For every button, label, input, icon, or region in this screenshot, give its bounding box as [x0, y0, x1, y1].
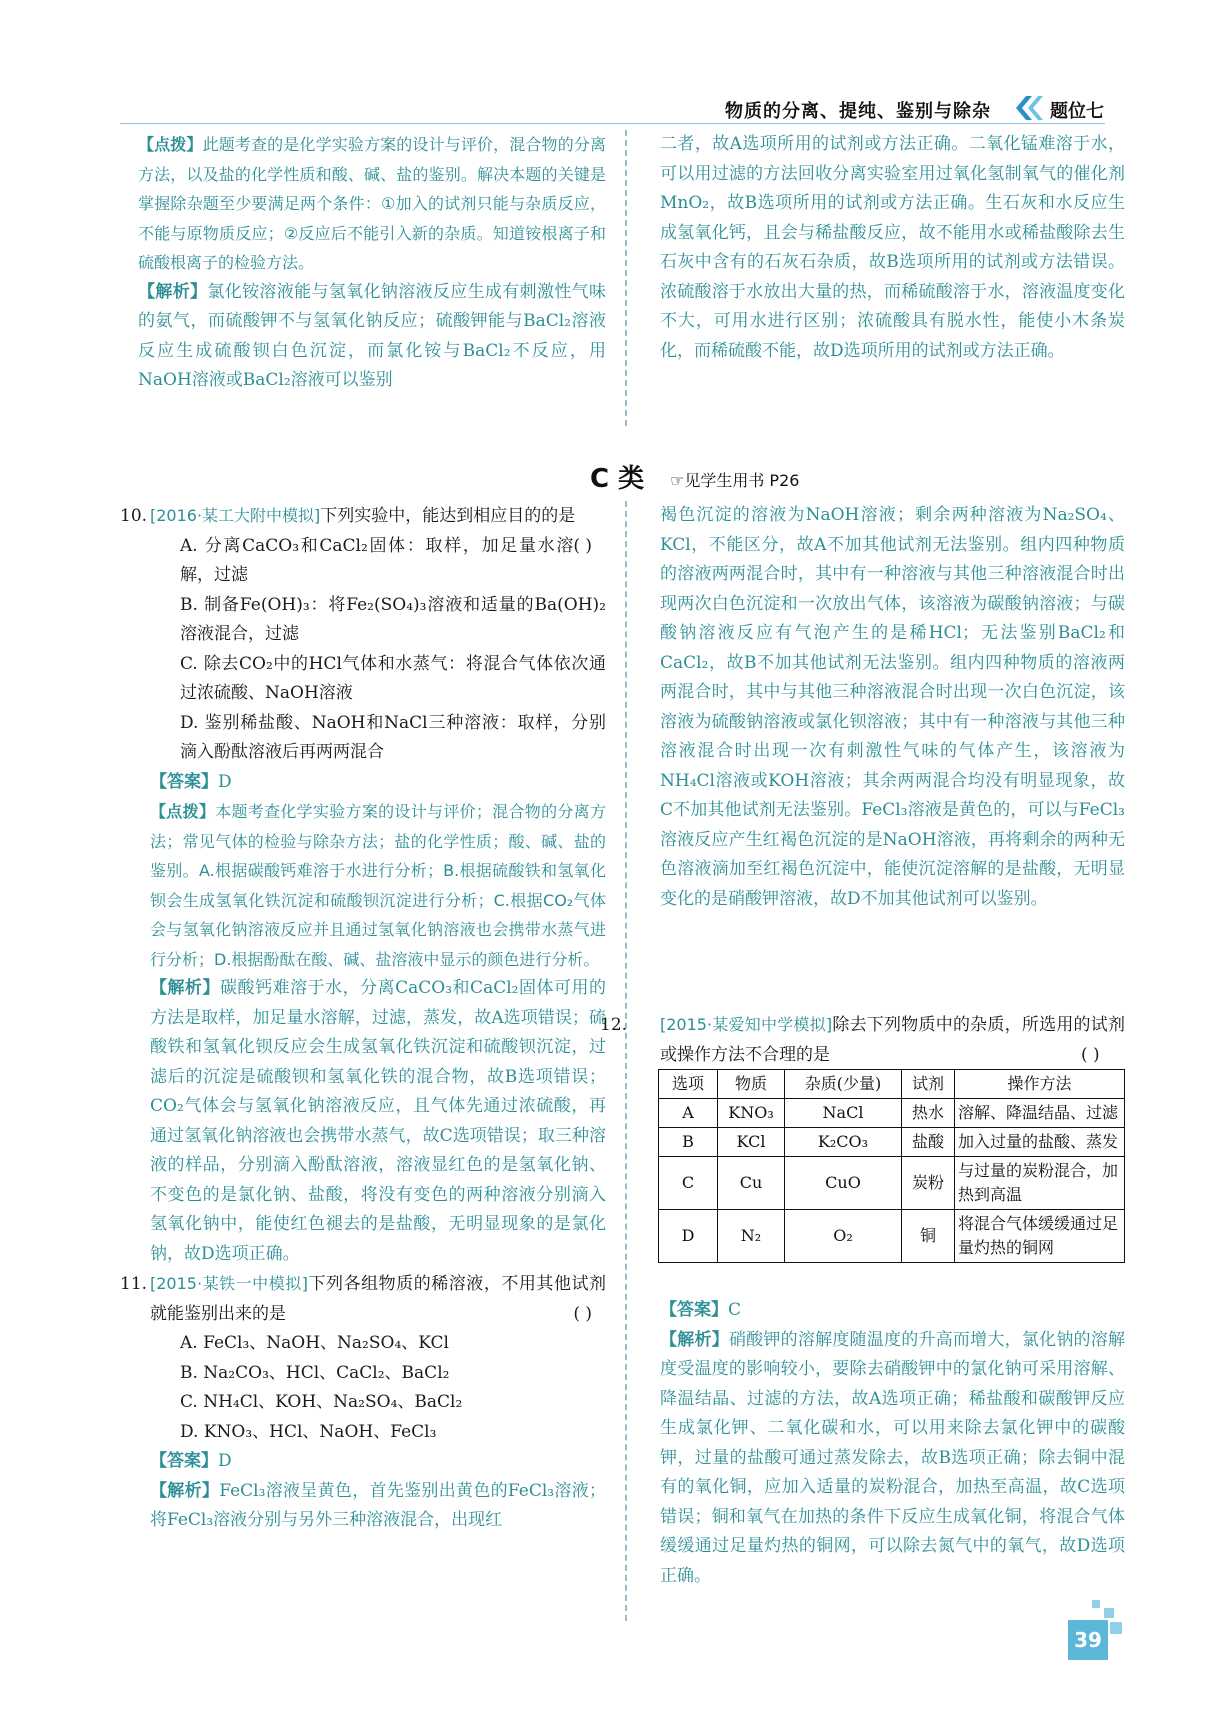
- q10-analysis: 【解析】碳酸钙难溶于水，分离CaCO₃和CaCl₂固体可用的方法是取样，加足量水溶解，过滤，蒸发，故A选项错误；硫酸铁和氢氧化钡反应会生成氢氧化铁沉淀和硫酸钡沉淀，过滤后的沉淀是硫酸钡和氢氧化铁的混合物，故B选项错误；CO₂气体会与氢氧化钠溶液反应，且气体先通过浓硫酸，再通过氢氧化钠溶液也会携带水蒸气，故C选项错误；取三种溶液的样品，分别滴入酚酞溶液，溶液显红色的是氢氧化钠、不变色的是氯化钠、盐酸，将没有变色的两种溶液分别滴入氢氧化钠中，能使红色褪去的是盐酸，无明显现象的是氯化钠，故D选项正确。: [150, 978, 607, 1264]
- chevron-logo-icon: [1012, 94, 1044, 122]
- q10-option-d: D. 鉴别稀盐酸、NaOH和NaCl三种溶液：取样，分别滴入酚酞溶液后再两两混合: [180, 712, 606, 762]
- decor-square: [1104, 1608, 1114, 1618]
- section-title: C 类: [590, 464, 645, 494]
- table-header-row: 选项 物质 杂质(少量) 试剂 操作方法: [659, 1070, 1125, 1099]
- column-divider-lower: [625, 501, 627, 1621]
- q11-option-c: C. NH₄Cl、KOH、Na₂SO₄、BaCl₂: [180, 1392, 463, 1412]
- q11-answer: 【答案】D: [150, 1451, 232, 1471]
- q12-analysis: 【解析】硝酸钾的溶解度随温度的升高而增大，氯化钠的溶解度受温度的影响较小，要除去硝酸钾中的氯化钠可采用溶解、降温结晶、过滤的方法，故A选项正确；稀盐酸和碳酸钾反应生成氯化钾、二氧化碳和水，可以用来除去氯化钾中的碳酸钾，过量的盐酸可通过蒸发除去，故B选项正确；除去铜中混有的氧化铜，应加入适量的炭粉混合，加热至高温，故C选项错误；铜和氧气在加热的条件下反应生成氧化铜，将混合气体缓缓通过足量灼热的铜网，可以除去氮气中的氧气，故D选项正确。: [660, 1329, 1126, 1586]
- question-12: 12. [2015·某爱知中学模拟]除去下列物质中的杂质，所选用的试剂或操作方法不合理的是 ( ): [600, 1015, 1126, 1065]
- impurity-table: [658, 1069, 1125, 1263]
- q10-hint: 【点拨】本题考查化学实验方案的设计与评价；混合物的分离方法；常见气体的检验与除杂方法；盐的化学性质；酸、碱、盐的鉴别。A.根据碳酸钙难溶于水进行分析；B.根据硫酸铁和氢氧化钡会生成氢氧化铁沉淀和硫酸钡沉淀进行分析；C.根据CO₂气体会与氢氧化钠溶液反应并且通过氢氧化钠溶液也会携带水蒸气进行分析；D.根据酚酞在酸、碱、盐溶液中显示的颜色进行分析。: [150, 802, 606, 969]
- table-row: B KCl K₂CO₃ 盐酸 加入过量的盐酸、蒸发: [659, 1128, 1125, 1157]
- q12-solution: [660, 1296, 1125, 1591]
- top-right-column: 二者，故A选项所用的试剂或方法正确。二氧化锰难溶于水，可以用过滤的方法回收分离实验室用过氧化氢制氧气的催化剂MnO₂，故B选项所用的试剂或方法正确。生石灰和水反应生成氢氧化钙，且会与稀盐酸反应，故不能用水或稀盐酸除去生石灰中含有的石灰石杂质，故B选项所用的试剂或方法错误。浓硫酸溶于水放出大量的热，而稀硫酸溶于水，溶液温度变化不大，可用水进行区别；浓硫酸具有脱水性，能使小木条炭化，而稀硫酸不能，故D选项所用的试剂或方法正确。: [660, 134, 1125, 361]
- table-row: D N₂ O₂ 铜 将混合气体缓缓通过足量灼热的铜网: [659, 1210, 1125, 1263]
- hint-block: 【点拨】此题考查的是化学实验方案的设计与评价，混合物的分离方法，以及盐的化学性质和酸、碱、盐的鉴别。解决本题的关键是掌握除杂题至少要满足两个条件：①加入的试剂只能与杂质反应，不能与原物质反应；②反应后不能引入新的杂质。知道铵根离子和硫酸根离子的检验方法。: [138, 135, 606, 272]
- q11-analysis-continued: 褐色沉淀的溶液为NaOH溶液；剩余两种溶液为Na₂SO₄、KCl，不能区分，故A不加其他试剂无法鉴别。组内四种物质的溶液两两混合时，其中有一种溶液与其他三种溶液混合时出现两次白色沉淀和一次放出气体，该溶液为碳酸钠溶液；与碳酸钠溶液反应有气泡产生的是稀HCl；无法鉴别BaCl₂和CaCl₂，故B不加其他试剂无法鉴别。组内四种物质的溶液两两混合时，其中与其他三种溶液混合时出现一次白色沉淀，该溶液为硫酸钠溶液或氯化钡溶液；其中有一种溶液与其他三种溶液混合时出现一次有刺激性气味的气体产生，该溶液为NH₄Cl溶液或KOH溶液；其余两两混合均没有明显现象，故C不加其他试剂无法鉴别。FeCl₃溶液是黄色的，可以与FeCl₃溶液反应产生红褐色沉淀的是NaOH溶液，再将剩余的两种无色溶液滴加至红褐色沉淀中，能使沉淀溶解的是盐酸，无明显变化的是硝酸钾溶液，故D不加其他试剂可以鉴别。: [660, 505, 1125, 909]
- decor-square: [1092, 1600, 1100, 1608]
- q12-answer: 【答案】C: [660, 1300, 742, 1320]
- header-title: 物质的分离、提纯、鉴别与除杂: [725, 101, 991, 122]
- header-rule: [120, 123, 1105, 124]
- question-10: 10. [2016·某工大附中模拟]下列实验中，能达到相应目的的是 ( ): [120, 506, 592, 556]
- q10-option-b: B. 制备Fe(OH)₃：将Fe₂(SO₄)₃溶液和适量的Ba(OH)₂溶液混合，过滤: [180, 594, 606, 644]
- analysis-block: 【解析】氯化铵溶液能与氢氧化钠溶液反应生成有刺激性气味的氨气，而硫酸钾不与氢氧化钠反应；硫酸钾能与BaCl₂溶液反应生成硫酸钡白色沉淀，而氯化铵与BaCl₂不反应，用NaOH溶液或BaCl₂溶液可以鉴别: [138, 281, 607, 390]
- header-label: 题位七: [1050, 101, 1104, 122]
- q11-option-b: B. Na₂CO₃、HCl、CaCl₂、BaCl₂: [180, 1362, 450, 1383]
- decor-square: [1110, 1622, 1122, 1634]
- q10-answer: 【答案】D: [150, 771, 232, 792]
- q10-option-c: C. 除去CO₂中的HCl气体和水蒸气：将混合气体依次通过浓硫酸、NaOH溶液: [180, 653, 606, 703]
- q10-option-a: A. 分离CaCO₃和CaCl₂固体：取样，加足量水溶解，过滤: [180, 535, 574, 585]
- question-11: 11. [2015·某铁一中模拟]下列各组物质的稀溶液，不用其他试剂就能鉴别出来的是 ( ): [120, 1274, 606, 1324]
- column-divider: [625, 130, 627, 426]
- q11-analysis: 【解析】FeCl₃溶液呈黄色，首先鉴别出黄色的FeCl₃溶液；将FeCl₃溶液分别与另外三种溶液混合，出现红: [150, 1480, 607, 1530]
- left-column: [120, 501, 607, 1536]
- page-number: 39: [1068, 1620, 1108, 1660]
- q11-option-a: A. FeCl₃、NaOH、Na₂SO₄、KCl: [180, 1333, 449, 1353]
- q11-option-d: D. KNO₃、HCl、NaOH、FeCl₃: [180, 1421, 437, 1442]
- table-row: A KNO₃ NaCl 热水 溶解、降温结晶、过滤: [659, 1099, 1125, 1128]
- section-reference: ☞见学生用书 P26: [670, 471, 800, 490]
- table-row: C Cu CuO 炭粉 与过量的炭粉混合，加热到高温: [659, 1157, 1125, 1210]
- top-left-column: [138, 130, 606, 396]
